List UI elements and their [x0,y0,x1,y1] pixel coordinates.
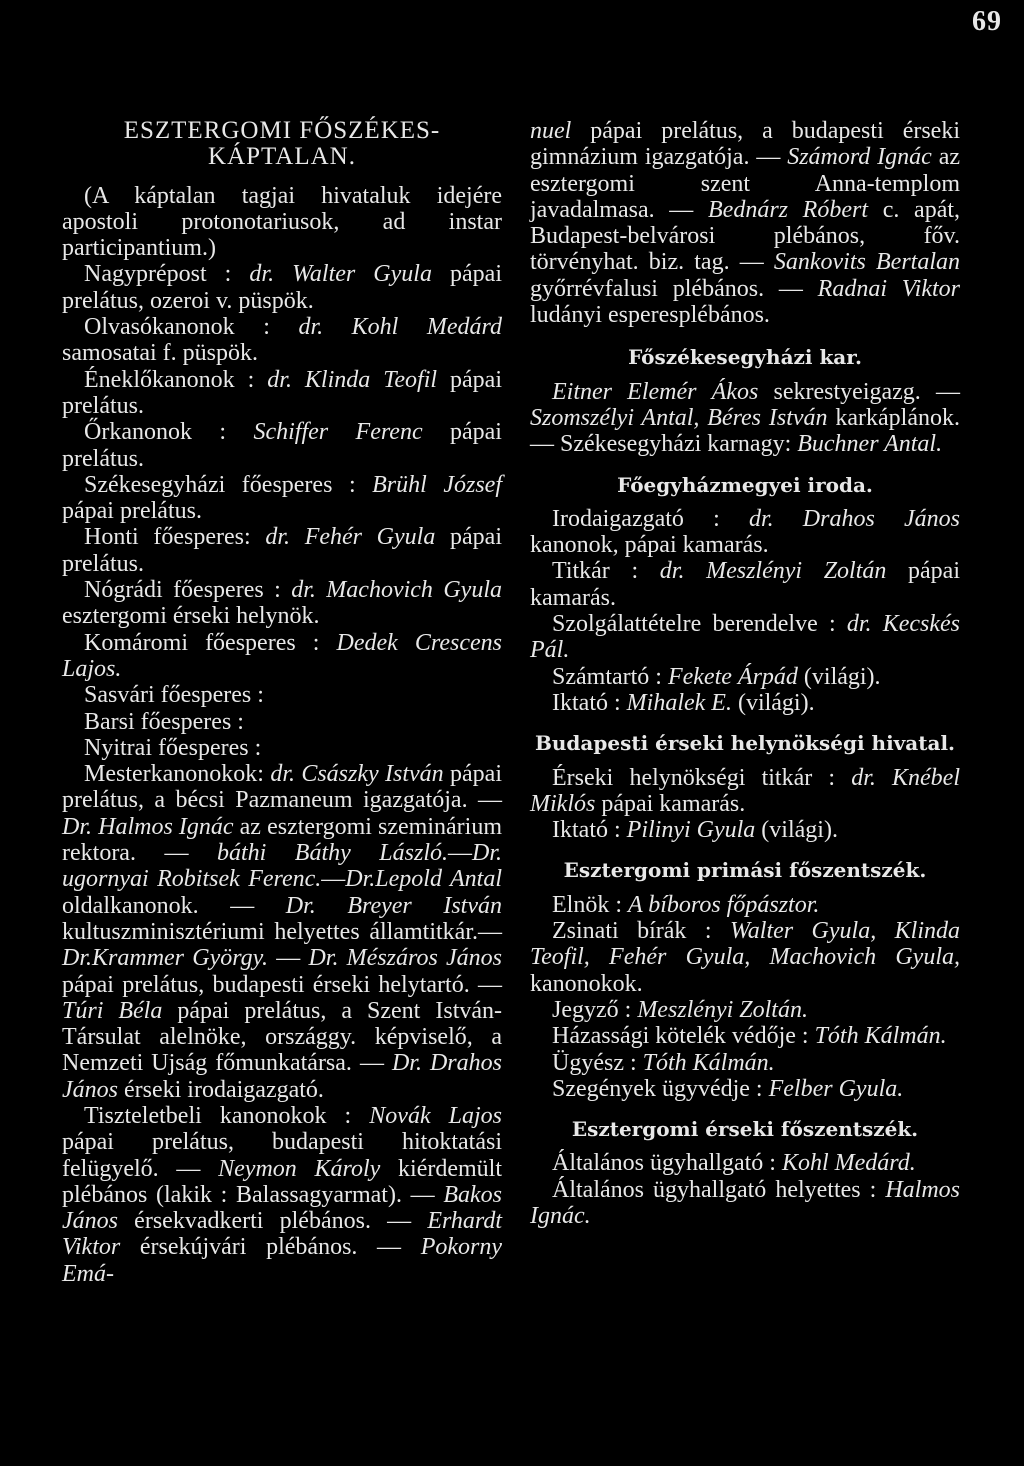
italic-name: dr. Kohl Medárd [298,314,503,341]
text-run: karkáplánok. — Székesegyházi karnagy: [530,404,960,458]
entry-paragraph [62,577,502,630]
text-run: pápai prelátus. [62,524,502,577]
entry-paragraph [530,892,960,918]
entry-paragraph [62,761,502,1103]
italic-name: Radnai Viktor [817,275,960,302]
text-run: Mesterkanonokok: [84,761,271,788]
text-run: ludányi esperesplébános. [530,302,770,329]
entry-paragraph [62,1103,502,1287]
italic-name: dr. Walter Gyula [249,261,432,288]
section-heading: Esztergomi primási főszentszék. [563,858,927,883]
text-run: Iktató : [552,817,627,844]
text-run: Éneklőkanonok : [84,366,268,393]
italic-name: Szomszélyi Antal, Béres István [530,404,828,431]
text-run: Titkár : [552,558,660,585]
entry-paragraph [530,379,960,458]
italic-name: Dedek Crescens Lajos. [62,629,502,682]
entry-paragraph [62,183,502,262]
text-run: Székesegyházi főesperes : [84,471,373,498]
text-run: érsekvadkerti plébános. — [118,1208,428,1235]
text-run: pápai kamarás. [530,558,961,611]
text-run: Irodaigazgató : [552,505,749,532]
text-run: Zsinati bírák : [552,918,730,945]
italic-name: Fekete Árpád [667,663,798,690]
entry-paragraph [530,1076,960,1102]
text-run: pápai kamarás. [595,790,746,817]
entry-paragraph [530,690,960,716]
text-run: — [321,866,346,893]
italic-name: Walter Gyula, Klinda Teofil, Fehér Gyula, Machovich Gyula, [530,918,960,971]
right-column [530,118,960,1229]
text-run: kanonok, pápai kamarás. [530,532,769,559]
italic-name: Pokorny Emá- [62,1234,502,1287]
italic-name: Eitner Elemér Ákos [552,378,759,405]
text-run: (világi). [797,663,881,690]
chapter-title-line2: KÁPTALAN. [208,143,356,171]
text-run: Általános ügyhallgató : [552,1150,782,1177]
section-heading: Budapesti érseki helynökségi hivatal. [534,731,956,756]
italic-name: Halmos Ignác. [530,1176,960,1229]
text-run: — [447,840,472,867]
entry-paragraph [530,997,960,1023]
text-run: érseki irodaigazgató. [118,1076,324,1103]
italic-name: Erhardt Viktor [62,1208,502,1261]
italic-name: Pilinyi Gyula [626,817,756,844]
italic-name: Dr. Halmos Ignác [62,813,234,840]
text-run: — [268,945,309,972]
italic-name: báthi Báthy László. [216,840,448,867]
text-run: Érseki helynökségi titkár : [552,764,852,791]
italic-name: Számord Ignác [787,144,932,171]
entry-paragraph [62,314,502,367]
italic-name: Dr. Drahos János [62,1050,502,1103]
italic-name: Tóth Kálmán. [814,1023,947,1050]
text-run: Sasvári főesperes : [84,682,264,709]
entry-paragraph [62,524,502,577]
italic-name: Brühl József [372,471,502,498]
entry-paragraph [62,367,502,420]
entry-paragraph [530,664,960,690]
text-run: győrrévfalusi plébános. — [530,275,818,302]
italic-name: Dr.Krammer György. [62,945,268,972]
text-run: sekrestyeigazg. — [758,378,960,405]
italic-name: Dr. Breyer István [285,892,502,919]
entry-paragraph [530,765,960,818]
italic-name: Sankovits Bertalan [773,249,960,276]
left-column [62,118,502,1287]
text-run: c. apát, Budapest-belvárosi plébános, főv. törvényhat. biz. tag. — [530,196,961,276]
entry-paragraph [530,817,960,843]
italic-name: Tóth Kálmán. [642,1049,775,1076]
entry-paragraph [62,630,502,683]
text-run: érsekújvári plébános. — [120,1234,421,1261]
text-run: Honti főesperes: [84,524,266,551]
italic-name: Novák Lajos [369,1102,503,1129]
italic-name: Meszlényi Zoltán. [637,996,808,1023]
italic-name: Schiffer Ferenc [253,419,423,446]
text-run: pápai prelátus, a bécsi Pazmaneum igazgatója. — [62,761,502,814]
text-run: pápai prelátus, ozeroi v. püspök. [62,261,502,314]
italic-name: dr. Fehér Gyula [265,524,436,551]
italic-name: dr. Klinda Teofil [267,366,438,393]
entry-paragraph [530,506,960,559]
text-run: pápai prelátus. [62,419,502,472]
entry-paragraph [530,558,960,611]
text-run: az esztergomi szent Anna-templom javadalmasa. — [530,144,960,223]
italic-name: dr. Meszlényi Zoltán [659,558,887,585]
text-run: Nyitrai főesperes : [84,734,262,761]
italic-name: Neymon Károly [218,1155,381,1182]
page-number: 69 [972,6,1002,37]
text-run: samosatai f. püspök. [62,340,258,367]
italic-name: Bakos János [62,1181,502,1235]
italic-name: Buchner Antal. [797,431,943,458]
italic-name: Túri Béla [62,997,163,1024]
text-run: Nagyprépost : [84,261,250,288]
italic-name: dr. Drahos János [748,505,960,532]
text-run: Iktató : [552,689,627,716]
italic-name: Felber Gyula. [768,1075,904,1102]
entry-paragraph [530,1023,960,1049]
text-run: pápai prelátus. [62,498,202,525]
text-run: (világi). [731,689,815,716]
text-run: pápai prelátus, a Szent István-Társulat alelnöke, országgy. képviselő, a Nemzeti Ujság főmunkatársa. — [62,997,502,1077]
text-run: Elnök : [552,891,628,918]
entry-paragraph [62,261,502,314]
text-run: az esztergomi szeminárium rektora. — [62,813,502,867]
text-run: Olvasókanonok : [84,314,299,341]
chapter-title-line1: ESZTERGOMI FŐSZÉKES- [123,117,441,144]
entry-paragraph [62,735,502,761]
text-run: kultuszminisztériumi helyettes államtitkár.— [62,918,502,945]
text-run: kiérdemült plébános (lakik : Balassagyarmat). — [62,1155,503,1208]
italic-name: Dr. ugornyai Robitsek Ferenc. [62,840,502,893]
italic-name: dr. Machovich Gyula [291,577,502,604]
text-run: Őrkanonok : [84,419,254,446]
text-run: esztergomi érseki helynök. [62,603,320,630]
text-run: Házassági kötelék védője : [552,1023,815,1050]
text-run: Számtartó : [552,663,668,690]
entry-paragraph [530,611,960,664]
text-run: pápai prelátus, budapesti hitoktatási felügyelő. — [62,1129,502,1182]
entry-paragraph [62,472,502,525]
text-run: Komáromi főesperes : [84,629,337,656]
italic-name: Bednárz Róbert [708,196,869,223]
text-run: Nógrádi főesperes : [84,577,292,604]
entry-paragraph [530,918,960,997]
italic-name: dr. Knébel Miklós [530,764,960,817]
text-run: Ügyész : [552,1049,643,1076]
section-heading: Esztergomi érseki főszentszék. [571,1117,919,1142]
section-heading: Főszékesegyházi kar. [628,345,862,370]
text-run: Jegyző : [552,996,638,1023]
text-run: (világi). [755,817,838,844]
italic-name: nuel [530,118,572,144]
text-run: Általános ügyhallgató helyettes : [552,1176,886,1203]
entry-paragraph [530,1177,960,1230]
text-run: pápai prelátus. [62,366,502,419]
entry-paragraph [62,709,502,735]
text-run: pápai prelátus, a budapesti érseki gimnázium igazgatója. — [530,118,960,171]
entry-paragraph [530,1050,960,1076]
italic-name: dr. Császky István [270,761,444,788]
italic-name: dr. Kecskés Pál. [530,611,960,664]
italic-name: Dr. Mészáros János [308,945,502,972]
entry-paragraph [62,419,502,472]
text-run: kanonokok. [530,970,643,997]
entry-paragraph [530,118,960,328]
italic-name: A bíboros főpásztor. [628,891,820,918]
text-run: Szegények ügyvédje : [552,1075,769,1102]
text-run: Szolgálattételre berendelve : [552,611,847,638]
italic-name: Mihalek E. [626,689,732,716]
text-run: Tiszteletbeli kanonokok : [84,1102,370,1129]
section-heading: Főegyházmegyei iroda. [617,472,873,497]
left-body [62,183,502,1287]
italic-name: Dr.Lepold Antal [345,866,502,893]
text-run: Barsi főesperes : [84,708,244,735]
entry-paragraph [62,682,502,708]
text-run: (A káptalan tagjai hivataluk idejére apostoli protonotariusok, ad instar participantium.) [62,182,502,262]
text-run: pápai prelátus, budapesti érseki helytartó. — [62,971,502,998]
italic-name: Kohl Medárd. [781,1150,916,1177]
entry-paragraph [530,1150,960,1176]
text-run: oldalkanonok. — [62,892,286,919]
